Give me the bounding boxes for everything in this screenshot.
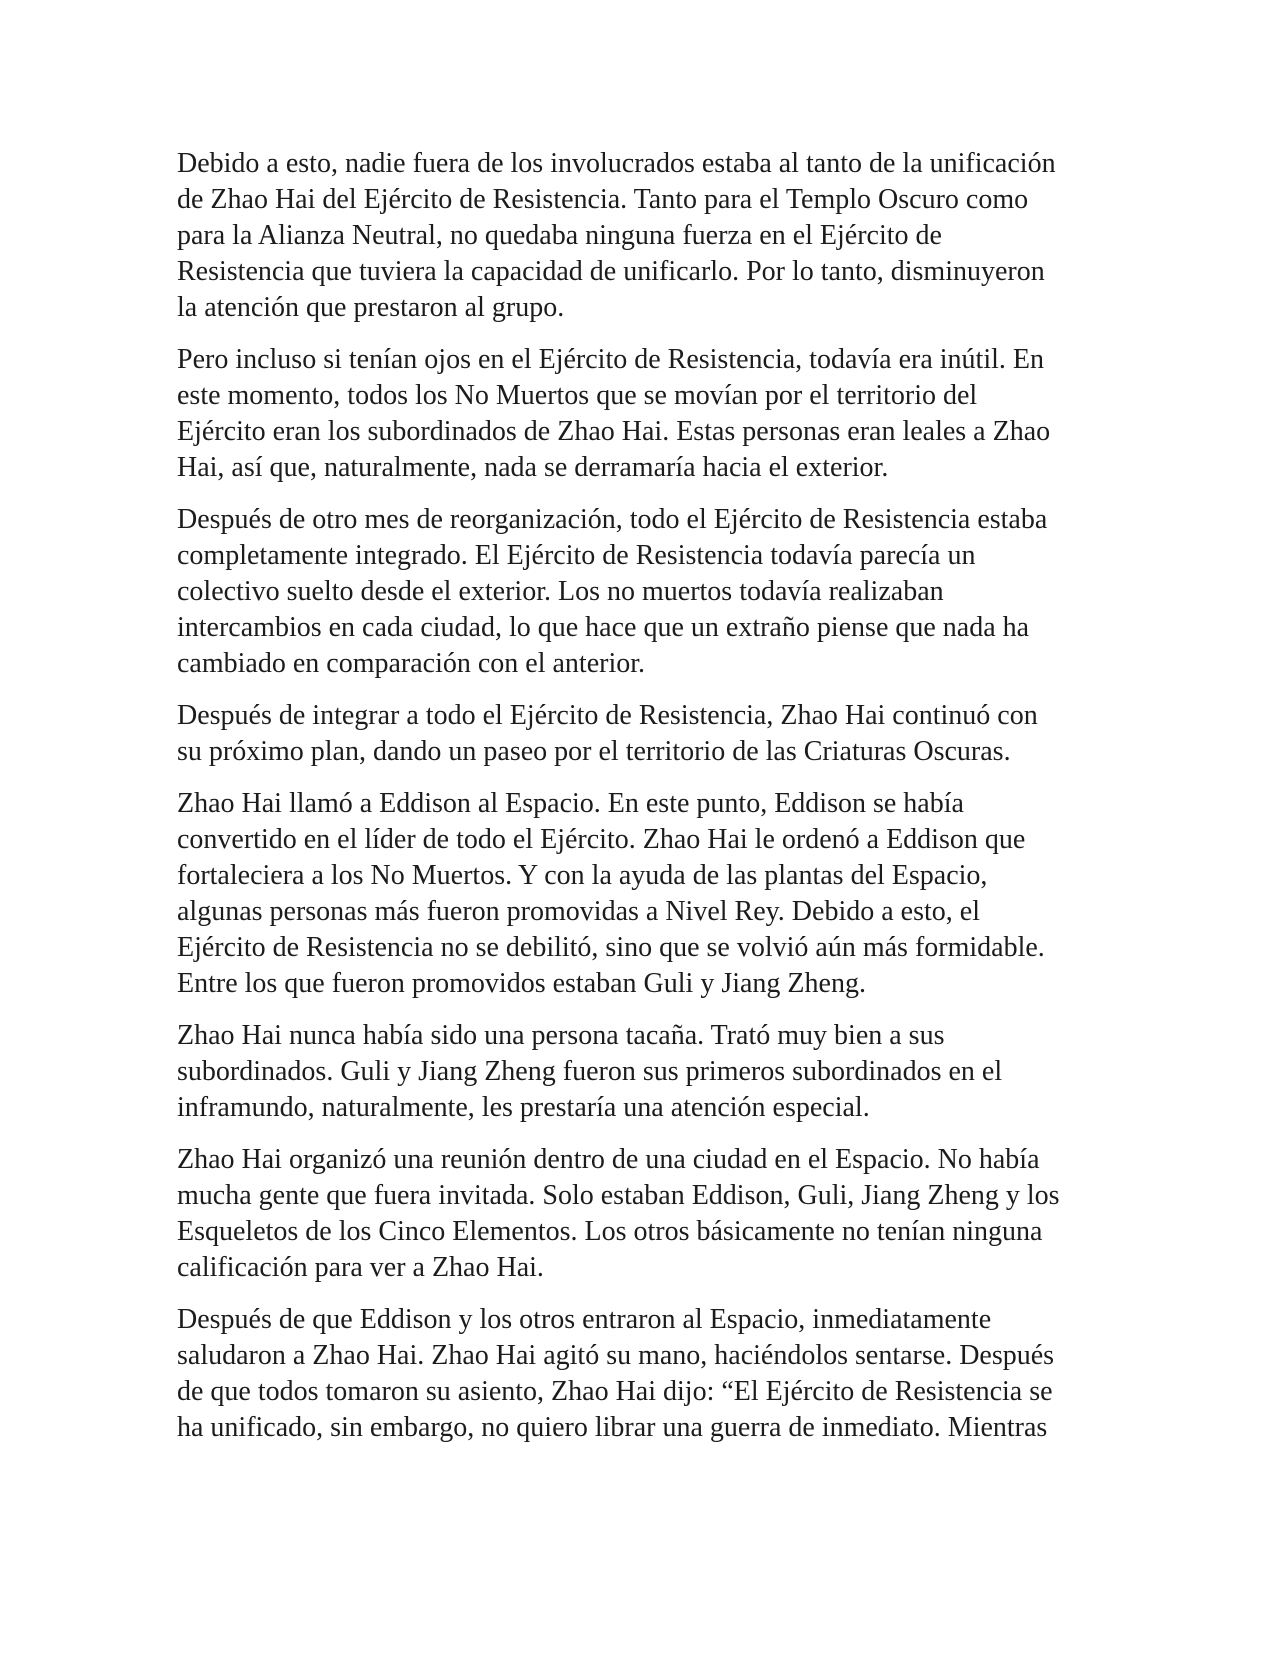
paragraph-8: [177, 1302, 1117, 1446]
paragraph-3: [177, 502, 1117, 682]
text-line: de que todos tomaron su asiento, Zhao Hai dijo: “El Ejército de Resistencia se: [177, 1376, 1053, 1407]
text-line: para la Alianza Neutral, no quedaba ninguna fuerza en el Ejército de: [177, 220, 942, 251]
text-line: inframundo, naturalmente, les prestaría una atención especial.: [177, 1092, 870, 1123]
text-line: Pero incluso si tenían ojos en el Ejército de Resistencia, todavía era inútil. En: [177, 344, 1044, 375]
text-line: completamente integrado. El Ejército de Resistencia todavía parecía un: [177, 540, 976, 571]
text-line: su próximo plan, dando un paseo por el territorio de las Criaturas Oscuras.: [177, 736, 1011, 767]
text-line: subordinados. Guli y Jiang Zheng fueron sus primeros subordinados en el: [177, 1056, 1003, 1087]
paragraph-5: [177, 786, 1117, 1002]
text-line: cambiado en comparación con el anterior.: [177, 648, 646, 679]
text-line: Zhao Hai organizó una reunión dentro de una ciudad en el Espacio. No había: [177, 1144, 1040, 1175]
text-line: convertido en el líder de todo el Ejército. Zhao Hai le ordenó a Eddison que: [177, 824, 1026, 855]
text-line: de Zhao Hai del Ejército de Resistencia. Tanto para el Templo Oscuro como: [177, 184, 1029, 215]
text-line: calificación para ver a Zhao Hai.: [177, 1252, 544, 1283]
document-body: [177, 146, 1117, 1462]
text-line: Zhao Hai llamó a Eddison al Espacio. En este punto, Eddison se había: [177, 788, 964, 819]
text-line: este momento, todos los No Muertos que se movían por el territorio del: [177, 380, 978, 411]
text-line: Zhao Hai nunca había sido una persona tacaña. Trató muy bien a sus: [177, 1020, 945, 1051]
text-line: Resistencia que tuviera la capacidad de unificarlo. Por lo tanto, disminuyeron: [177, 256, 1045, 287]
paragraph-7: [177, 1142, 1117, 1286]
text-line: Entre los que fueron promovidos estaban Guli y Jiang Zheng.: [177, 968, 866, 999]
text-line: Después de otro mes de reorganización, todo el Ejército de Resistencia estaba: [177, 504, 1048, 535]
text-line: Después de que Eddison y los otros entraron al Espacio, inmediatamente: [177, 1304, 992, 1335]
text-line: saludaron a Zhao Hai. Zhao Hai agitó su mano, haciéndolos sentarse. Después: [177, 1340, 1055, 1371]
text-line: Ejército de Resistencia no se debilitó, sino que se volvió aún más formidable.: [177, 932, 1045, 963]
text-line: colectivo suelto desde el exterior. Los no muertos todavía realizaban: [177, 576, 944, 607]
text-line: ha unificado, sin embargo, no quiero librar una guerra de inmediato. Mientras: [177, 1412, 1048, 1443]
text-line: Esqueletos de los Cinco Elementos. Los otros básicamente no tenían ninguna: [177, 1216, 1043, 1247]
text-line: mucha gente que fuera invitada. Solo estaban Eddison, Guli, Jiang Zheng y los: [177, 1180, 1060, 1211]
paragraph-2: [177, 342, 1117, 486]
paragraph-4: [177, 698, 1117, 770]
text-line: fortaleciera a los No Muertos. Y con la ayuda de las plantas del Espacio,: [177, 860, 988, 891]
text-line: Hai, así que, naturalmente, nada se derramaría hacia el exterior.: [177, 452, 889, 483]
text-line: Después de integrar a todo el Ejército de Resistencia, Zhao Hai continuó con: [177, 700, 1038, 731]
text-line: la atención que prestaron al grupo.: [177, 292, 565, 323]
text-line: Ejército eran los subordinados de Zhao Hai. Estas personas eran leales a Zhao: [177, 416, 1051, 447]
paragraph-1: [177, 146, 1117, 326]
text-line: algunas personas más fueron promovidas a Nivel Rey. Debido a esto, el: [177, 896, 980, 927]
text-line: intercambios en cada ciudad, lo que hace que un extraño piense que nada ha: [177, 612, 1030, 643]
paragraph-6: [177, 1018, 1117, 1126]
text-line: Debido a esto, nadie fuera de los involucrados estaba al tanto de la unificación: [177, 148, 1056, 179]
